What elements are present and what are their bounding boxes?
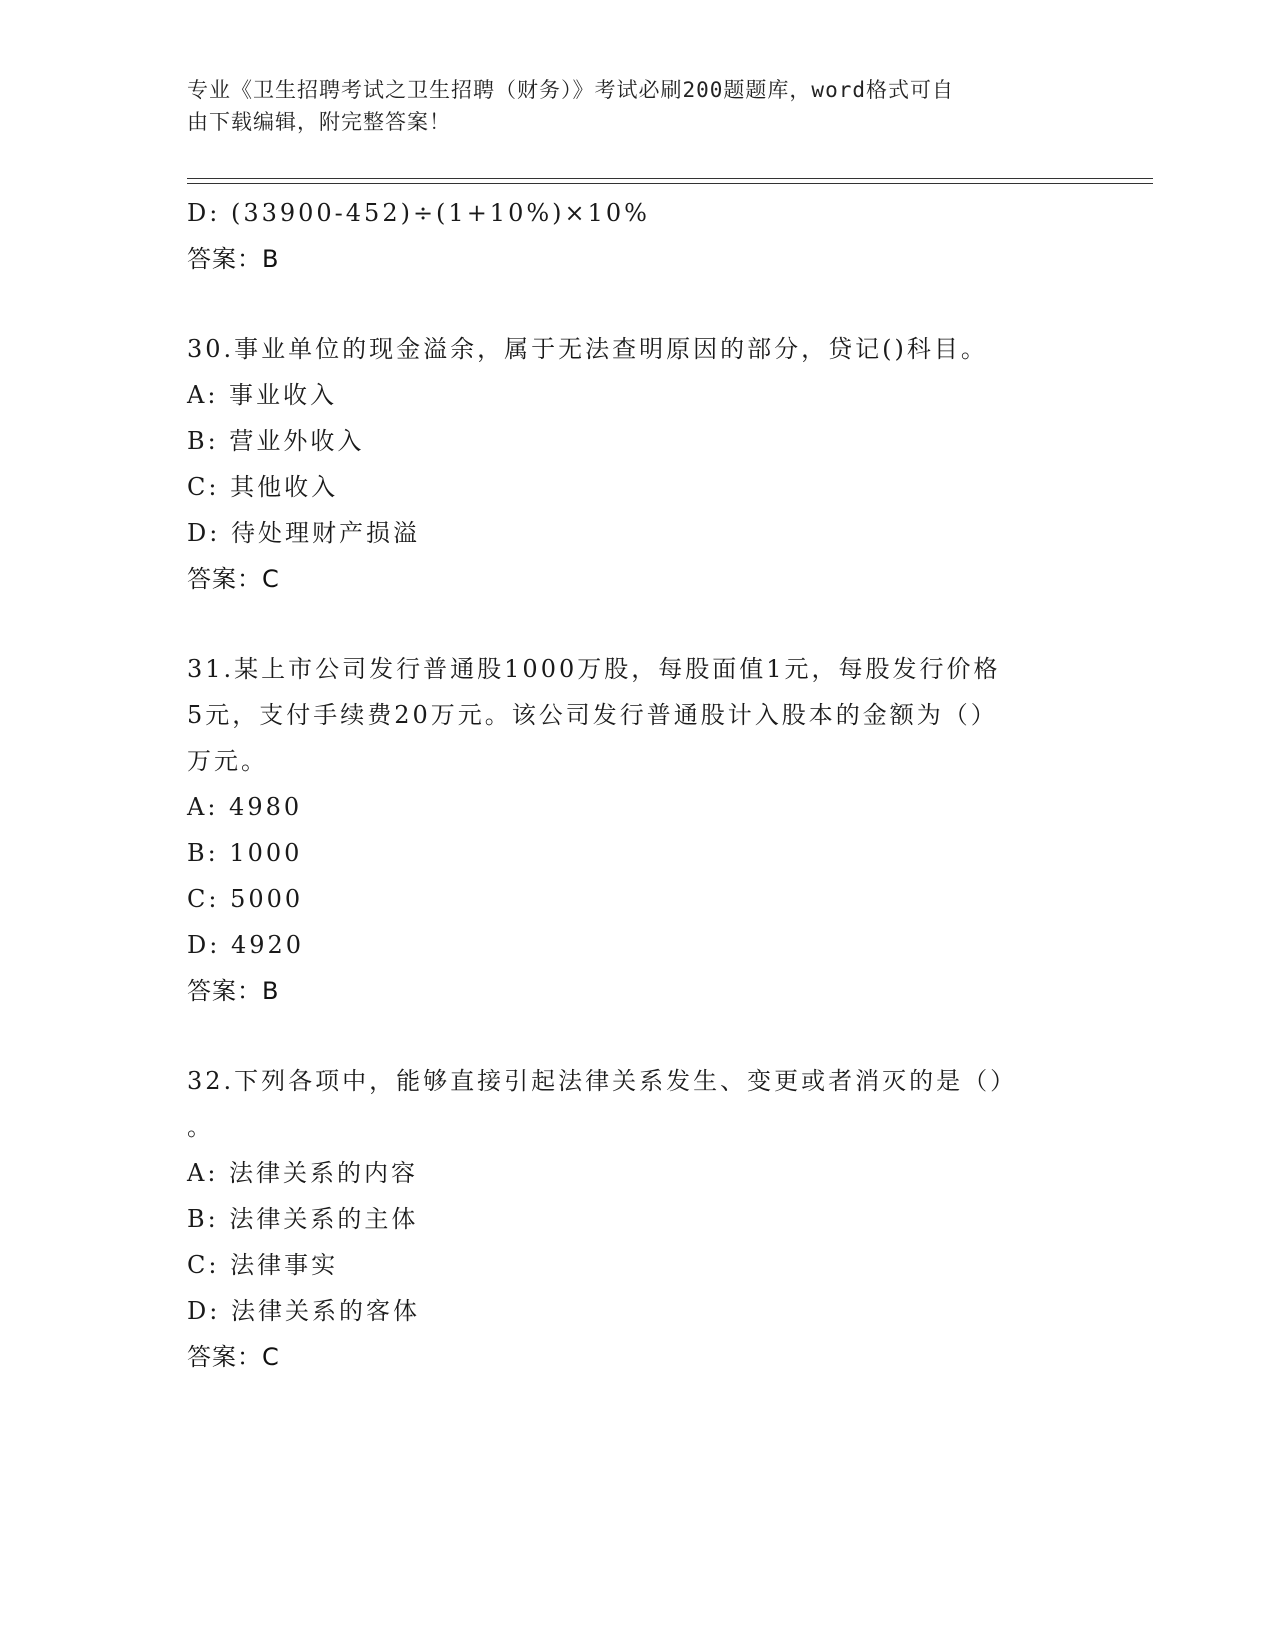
question-stem-line-3: 万元。: [187, 747, 268, 775]
question-stem-line-1: 31.某上市公司发行普通股1000万股，每股面值1元，每股发行价格: [187, 655, 1001, 683]
previous-question-tail: [187, 190, 1087, 282]
option-a: A: 事业收入: [187, 381, 338, 409]
option-c: C: 法律事实: [187, 1251, 339, 1279]
answer: 答案：B: [187, 977, 280, 1005]
header-divider-top: [187, 178, 1153, 179]
option-d: D: 4920: [187, 931, 305, 959]
spacer: [187, 282, 1087, 326]
option-d: D: (33900-452)÷(1+10%)×10%: [187, 199, 650, 227]
question-stem-line-1: 32.下列各项中，能够直接引起法律关系发生、变更或者消灭的是（）: [187, 1067, 1018, 1095]
option-d: D: 法律关系的客体: [187, 1297, 420, 1325]
answer: 答案：B: [187, 245, 280, 273]
question-stem-line-2: 。: [187, 1113, 214, 1141]
spacer: [187, 602, 1087, 646]
question-32: [187, 1058, 1087, 1380]
answer: 答案：C: [187, 565, 280, 593]
header-divider-bottom: [187, 183, 1153, 184]
question-stem: 30.事业单位的现金溢余，属于无法查明原因的部分，贷记()科目。: [187, 335, 988, 363]
option-b: B: 营业外收入: [187, 427, 365, 455]
option-c: C: 5000: [187, 885, 304, 913]
option-a: A: 4980: [187, 793, 303, 821]
answer: 答案：C: [187, 1343, 280, 1371]
question-31: [187, 646, 1087, 1014]
header-line-1: 专业《卫生招聘考试之卫生招聘（财务）》考试必刷200题题库，word格式可自: [187, 78, 954, 102]
option-b: B: 1000: [187, 839, 303, 867]
option-d: D: 待处理财产损溢: [187, 519, 420, 547]
question-30: [187, 326, 1087, 602]
header-line-2: 由下载编辑，附完整答案！: [187, 110, 451, 134]
option-a: A: 法律关系的内容: [187, 1159, 419, 1187]
document-header: [187, 74, 1067, 138]
option-b: B: 法律关系的主体: [187, 1205, 419, 1233]
option-c: C: 其他收入: [187, 473, 339, 501]
question-stem-line-2: 5元，支付手续费20万元。该公司发行普通股计入股本的金额为（）: [187, 701, 998, 729]
document-body: [187, 190, 1087, 1380]
spacer: [187, 1014, 1087, 1058]
